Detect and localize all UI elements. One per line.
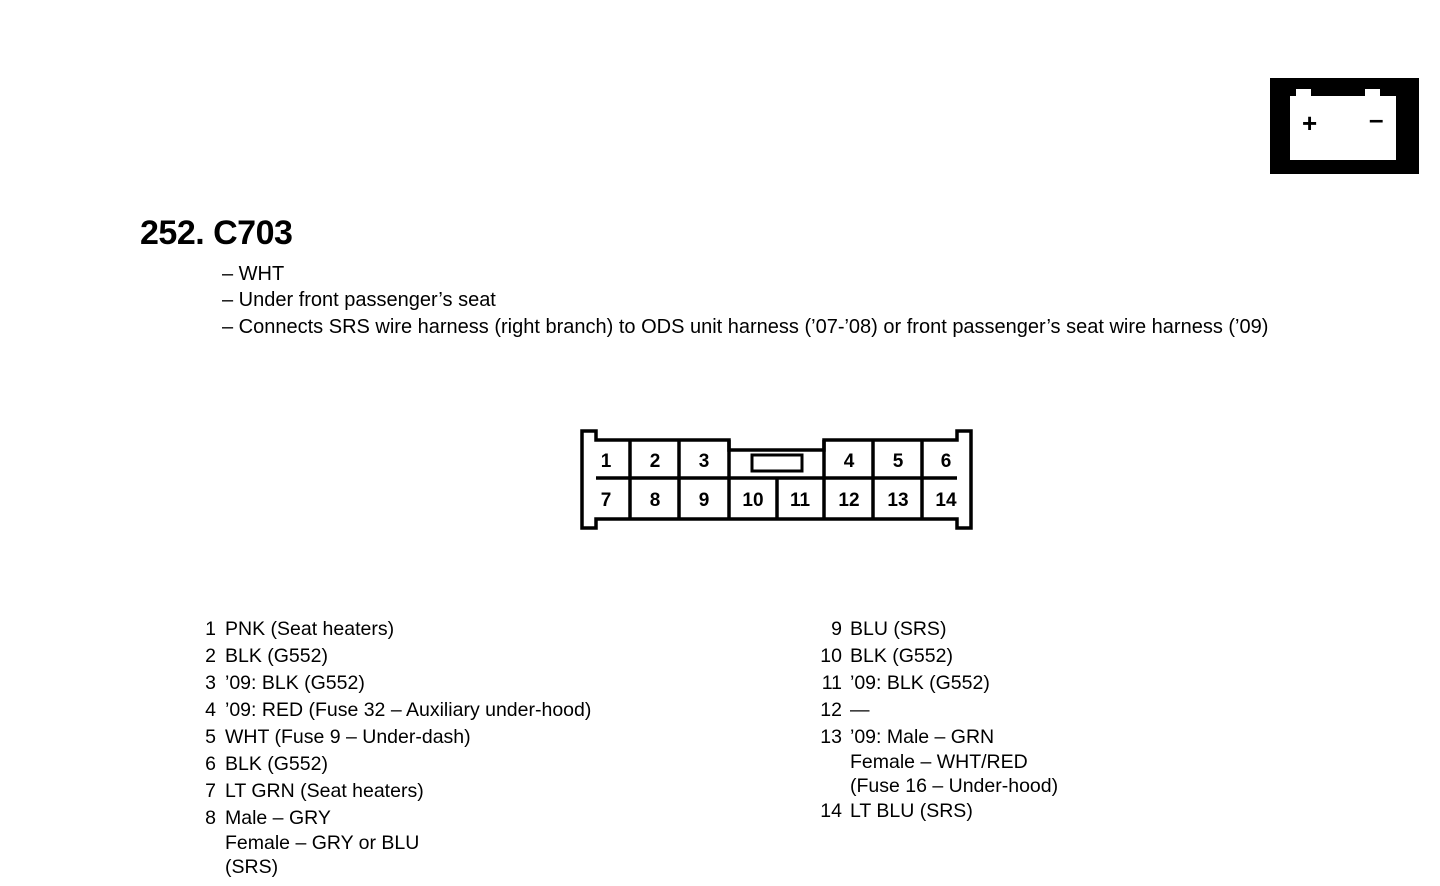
connector-title: 252. C703 [140, 214, 293, 252]
pin-wire: ’09: Male – GRN [850, 726, 995, 748]
pin-wire: PNK (Seat heaters) [225, 618, 395, 640]
pin-wire: Female – GRY or BLU [225, 832, 420, 854]
pin-label: 1 [600, 451, 612, 472]
pin-label: 7 [600, 490, 612, 511]
pin-wire: ’09: BLK (G552) [225, 672, 365, 694]
plus-sign: + [1302, 108, 1318, 138]
pin-wire: BLU (SRS) [850, 618, 947, 640]
detail-connects: – Connects SRS wire harness (right branch) to ODS unit harness (’07-’08) or front passenger’s seat wire harness (’09) [222, 316, 1269, 338]
battery-body [1290, 96, 1396, 160]
pin-wire: WHT (Fuse 9 – Under-dash) [225, 726, 471, 748]
pin-label: 3 [698, 451, 710, 472]
pin-row [820, 616, 1058, 643]
pin-label: 2 [649, 451, 661, 472]
pin-row [200, 670, 591, 697]
pin-number: 13 [820, 726, 842, 748]
pin-number: 5 [205, 726, 216, 748]
pin-row [200, 697, 591, 724]
pin-label: 6 [940, 451, 952, 472]
pin-wire: — [850, 699, 870, 721]
pin-wire: BLK (G552) [225, 645, 328, 667]
pin-number: 8 [205, 807, 216, 829]
pin-wire: LT BLU (SRS) [850, 800, 973, 822]
pin-row [820, 670, 1058, 697]
pin-row [200, 724, 591, 751]
pin-number: 2 [205, 645, 216, 667]
pin-label: 12 [838, 490, 860, 511]
pin-label: 5 [892, 451, 904, 472]
pin-row [820, 697, 1058, 724]
detail-color: – WHT [222, 263, 285, 285]
pin-number: 11 [821, 672, 842, 694]
pin-wire: LT GRN (Seat heaters) [225, 780, 424, 802]
connector-face-diagram [578, 426, 978, 536]
pin-number: 14 [820, 800, 842, 822]
pin-row [200, 616, 591, 643]
pin-label: 8 [649, 490, 661, 511]
pin-wire: Male – GRY [225, 807, 331, 829]
pin-label: 11 [789, 490, 811, 511]
pin-label: 13 [887, 490, 909, 511]
pin-row [820, 798, 1058, 825]
pin-label: 9 [698, 490, 710, 511]
pin-wire-group [850, 724, 1058, 798]
pin-number: 4 [205, 699, 216, 721]
pin-wire: BLK (G552) [225, 753, 328, 775]
minus-sign: – [1369, 104, 1384, 134]
pin-wire-group [225, 805, 419, 879]
pin-wire: ’09: RED (Fuse 32 – Auxiliary under-hood) [225, 699, 592, 721]
pin-label: 10 [742, 490, 764, 511]
pin-wire: BLK (G552) [850, 645, 953, 667]
pin-wire: (Fuse 16 – Under-hood) [850, 774, 1059, 797]
pin-number: 9 [831, 618, 842, 640]
pin-number: 1 [205, 618, 216, 640]
pin-wire: Female – WHT/RED [850, 751, 1028, 773]
pin-list-left [200, 616, 591, 879]
pin-number: 6 [205, 753, 216, 775]
pin-number: 10 [820, 645, 842, 667]
pin-wire: ’09: BLK (G552) [850, 672, 990, 694]
pin-list-right [820, 616, 1058, 825]
detail-location: – Under front passenger’s seat [222, 289, 496, 311]
pin-number: 12 [820, 699, 842, 721]
pin-row [820, 724, 1058, 798]
battery-icon [1270, 78, 1419, 174]
pin-number: 3 [205, 672, 216, 694]
pin-number: 7 [205, 780, 216, 802]
pin-row [200, 751, 591, 778]
pin-row [200, 643, 591, 670]
pin-row [820, 643, 1058, 670]
pin-wire: (SRS) [225, 855, 279, 878]
pin-label: 4 [843, 451, 855, 472]
pin-row [200, 805, 591, 879]
pin-label: 14 [935, 490, 957, 511]
pin-row [200, 778, 591, 805]
